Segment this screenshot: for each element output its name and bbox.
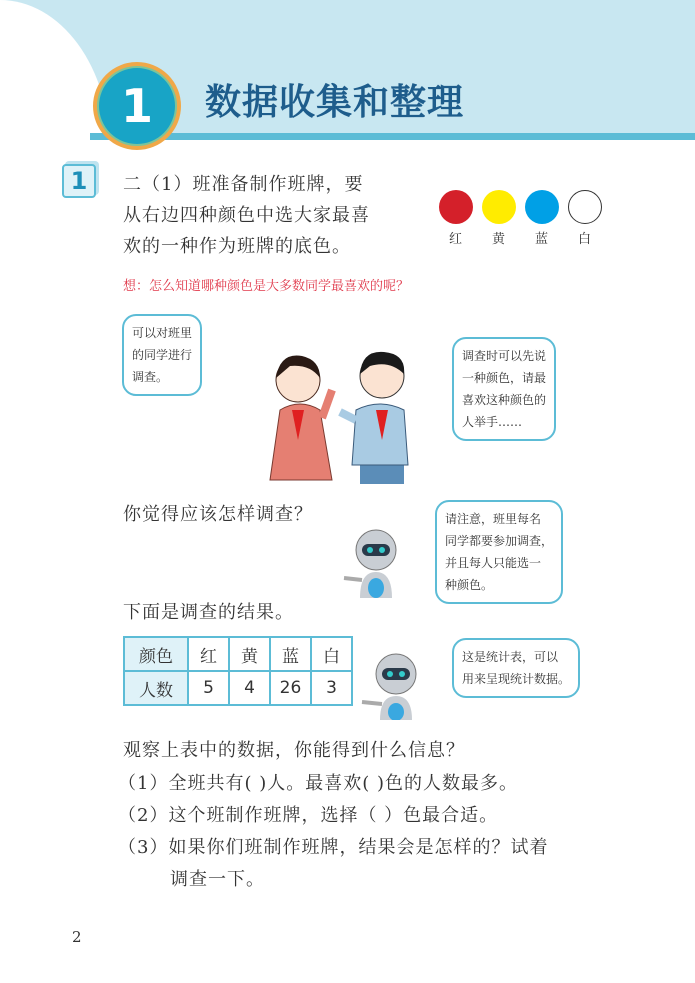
question-2: （2）这个班制作班牌，选择（ ）色最合适。	[118, 805, 499, 826]
table-row	[124, 671, 352, 705]
table-cell: 4	[229, 671, 270, 705]
question-3: （3）如果你们班制作班牌，结果会是怎样的？试着	[118, 837, 549, 858]
bubble-line: 这是统计表，可以	[462, 650, 559, 664]
bubble-line: 可以对班里	[132, 326, 193, 340]
bubble-line: 同学都要参加调查，	[445, 534, 554, 548]
example-badge: 1	[62, 164, 96, 198]
bubble-line: 一种颜色，请最	[462, 371, 547, 385]
blue-flower-icon	[525, 190, 559, 224]
bubble-line: 种颜色。	[445, 578, 494, 592]
question-1: （1）全班共有( )人。最喜欢( )色的人数最多。	[118, 773, 518, 794]
boy-figure	[340, 352, 408, 484]
question-3-continued: 调查一下。	[170, 869, 265, 890]
table-header: 红	[188, 637, 229, 671]
children-illustration	[240, 340, 440, 485]
yellow-flower-icon	[482, 190, 516, 224]
speech-bubble-robot-1	[435, 500, 563, 604]
color-label-blue: 蓝	[535, 232, 549, 247]
result-intro: 下面是调查的结果。	[123, 602, 294, 623]
color-label-white: 白	[578, 232, 592, 247]
speech-bubble-robot-2	[452, 638, 580, 698]
question-how-survey: 你觉得应该怎样调查？	[123, 504, 313, 525]
bubble-line: 请注意，班里每名	[445, 512, 542, 526]
bubble-line: 人举手……	[462, 415, 523, 429]
table-cell: 26	[270, 671, 311, 705]
bubble-line: 喜欢这种颜色的	[462, 393, 547, 407]
example-line-2: 从右边四种颜色中选大家最喜	[123, 205, 370, 226]
table-header: 白	[311, 637, 352, 671]
example-line-3: 欢的一种作为班牌的底色。	[123, 236, 351, 257]
speech-bubble-boy	[452, 337, 556, 441]
white-flower-icon	[568, 190, 602, 224]
table-cell: 3	[311, 671, 352, 705]
color-label-yellow: 黄	[492, 232, 506, 247]
table-cell: 5	[188, 671, 229, 705]
table-header: 颜色	[124, 637, 188, 671]
statistics-table	[123, 636, 353, 706]
bubble-line: 用来呈现统计数据。	[462, 672, 571, 686]
robot-icon	[340, 528, 410, 598]
table-cell: 人数	[124, 671, 188, 705]
bubble-line: 并且每人只能选一	[445, 556, 542, 570]
think-prompt: 想：怎么知道哪种颜色是大多数同学最喜欢的呢？	[123, 279, 410, 294]
questions-intro: 观察上表中的数据，你能得到什么信息？	[123, 740, 465, 761]
red-flower-icon	[439, 190, 473, 224]
table-row	[124, 637, 352, 671]
page-number: 2	[72, 928, 82, 946]
bubble-line: 的同学进行	[132, 348, 193, 362]
speech-bubble-girl	[122, 314, 202, 396]
table-header: 黄	[229, 637, 270, 671]
color-label-red: 红	[449, 232, 463, 247]
bubble-line: 调查时可以先说	[462, 349, 547, 363]
robot-icon	[356, 652, 426, 720]
girl-figure	[270, 355, 332, 480]
bubble-line: 调查。	[132, 370, 169, 384]
chapter-number: 1	[99, 68, 175, 144]
example-line-1: 二（1）班准备制作班牌，要	[123, 174, 364, 195]
chapter-title: 数据收集和整理	[205, 82, 465, 123]
table-header: 蓝	[270, 637, 311, 671]
header-stripe	[90, 133, 695, 140]
